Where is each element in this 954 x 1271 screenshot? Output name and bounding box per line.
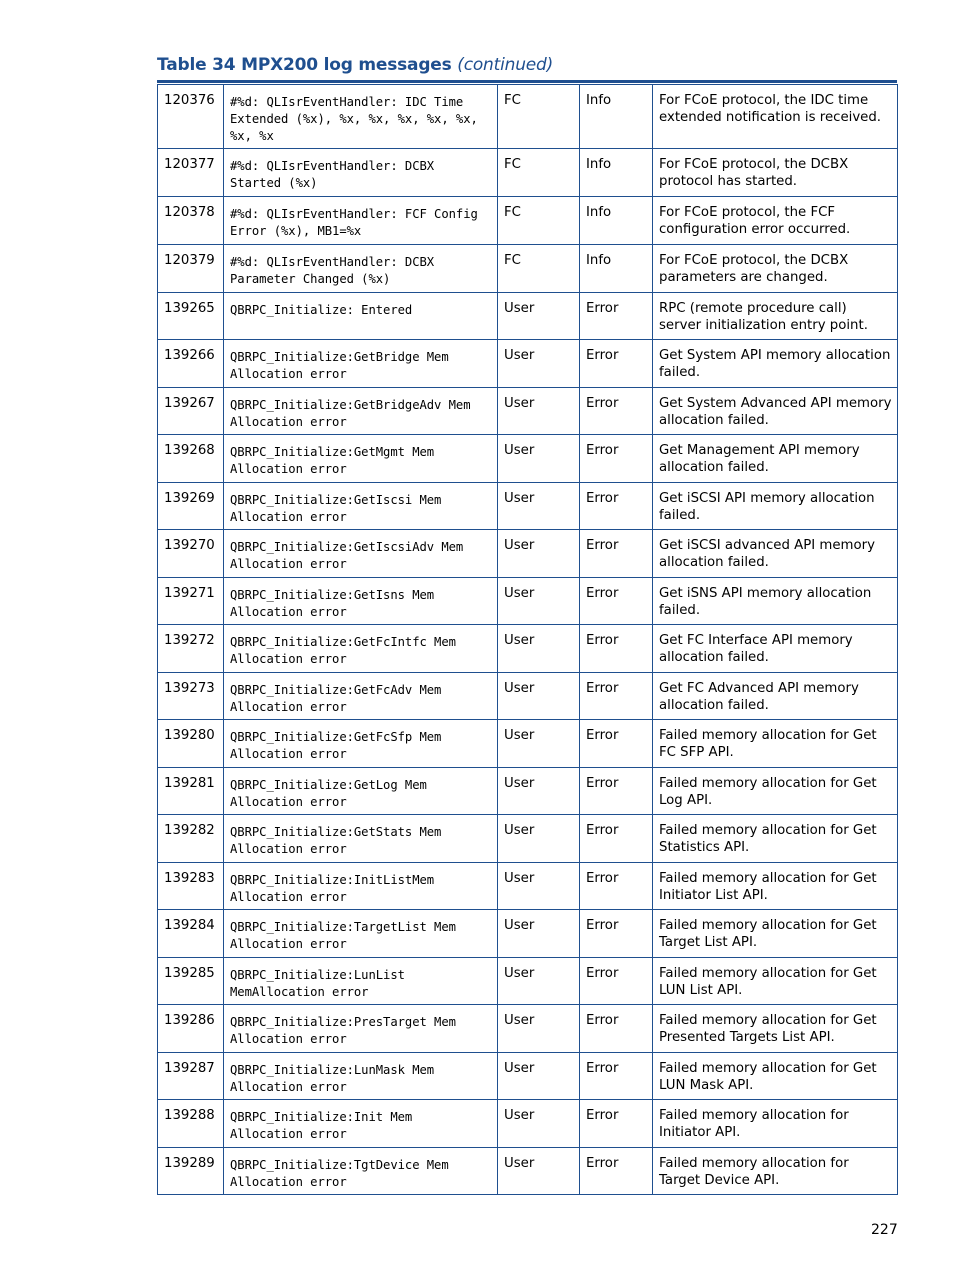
log-message-cell: QBRPC_Initialize:GetFcAdv Mem Allocation error xyxy=(224,673,498,720)
message-type-cell: Error xyxy=(580,293,653,340)
module-cell: User xyxy=(498,435,580,483)
module-cell: User xyxy=(498,1053,580,1100)
table-row xyxy=(158,815,898,863)
message-id-cell: 139285 xyxy=(158,958,224,1005)
table-row xyxy=(158,197,898,245)
module-cell: FC xyxy=(498,197,580,245)
message-id-cell: 120377 xyxy=(158,149,224,197)
log-message-cell: QBRPC_Initialize:GetIscsi Mem Allocation error xyxy=(224,483,498,530)
module-cell: User xyxy=(498,958,580,1005)
table-row xyxy=(158,149,898,197)
table-row xyxy=(158,1053,898,1100)
description-cell: Failed memory allocation for Get LUN List API. xyxy=(653,958,898,1005)
log-message-cell: QBRPC_Initialize:GetStats Mem Allocation error xyxy=(224,815,498,863)
module-cell: User xyxy=(498,720,580,768)
module-cell: User xyxy=(498,910,580,958)
module-cell: User xyxy=(498,530,580,578)
log-message-cell: QBRPC_Initialize:TgtDevice Mem Allocation error xyxy=(224,1148,498,1195)
module-cell: FC xyxy=(498,245,580,293)
message-type-cell: Error xyxy=(580,673,653,720)
log-message-cell: #%d: QLIsrEventHandler: IDC Time Extended (%x), %x, %x, %x, %x, %x, %x, %x xyxy=(224,85,498,149)
message-id-cell: 139283 xyxy=(158,863,224,910)
message-id-cell: 139271 xyxy=(158,578,224,625)
log-message-cell: #%d: QLIsrEventHandler: DCBX Parameter Changed (%x) xyxy=(224,245,498,293)
module-cell: User xyxy=(498,388,580,435)
message-type-cell: Error xyxy=(580,768,653,815)
message-id-cell: 139289 xyxy=(158,1148,224,1195)
description-cell: Failed memory allocation for Get FC SFP API. xyxy=(653,720,898,768)
module-cell: User xyxy=(498,673,580,720)
table-row xyxy=(158,435,898,483)
description-cell: Failed memory allocation for Get Statistics API. xyxy=(653,815,898,863)
message-id-cell: 139282 xyxy=(158,815,224,863)
log-message-cell: QBRPC_Initialize:TargetList Mem Allocation error xyxy=(224,910,498,958)
description-cell: Get System API memory allocation failed. xyxy=(653,340,898,388)
message-type-cell: Error xyxy=(580,340,653,388)
log-message-cell: QBRPC_Initialize:GetBridge Mem Allocation error xyxy=(224,340,498,388)
table-row xyxy=(158,1148,898,1195)
log-message-cell: QBRPC_Initialize:LunMask Mem Allocation error xyxy=(224,1053,498,1100)
page-number: 227 xyxy=(871,1222,898,1238)
description-cell: Get iSCSI advanced API memory allocation failed. xyxy=(653,530,898,578)
message-type-cell: Error xyxy=(580,625,653,673)
log-message-cell: QBRPC_Initialize:GetIsns Mem Allocation error xyxy=(224,578,498,625)
message-type-cell: Error xyxy=(580,1053,653,1100)
description-cell: For FCoE protocol, the DCBX parameters are changed. xyxy=(653,245,898,293)
log-message-cell: QBRPC_Initialize: Entered xyxy=(224,293,498,340)
log-message-cell: QBRPC_Initialize:GetBridgeAdv Mem Allocation error xyxy=(224,388,498,435)
log-message-cell: QBRPC_Initialize:InitListMem Allocation error xyxy=(224,863,498,910)
log-message-cell: QBRPC_Initialize:GetLog Mem Allocation error xyxy=(224,768,498,815)
table-row xyxy=(158,293,898,340)
table-row xyxy=(158,1005,898,1053)
description-cell: Failed memory allocation for Get LUN Mask API. xyxy=(653,1053,898,1100)
message-type-cell: Error xyxy=(580,958,653,1005)
message-type-cell: Error xyxy=(580,863,653,910)
message-id-cell: 120379 xyxy=(158,245,224,293)
message-type-cell: Info xyxy=(580,245,653,293)
message-id-cell: 139280 xyxy=(158,720,224,768)
log-message-cell: QBRPC_Initialize:GetFcIntfc Mem Allocation error xyxy=(224,625,498,673)
message-type-cell: Error xyxy=(580,578,653,625)
module-cell: User xyxy=(498,578,580,625)
description-cell: Failed memory allocation for Get Initiator List API. xyxy=(653,863,898,910)
log-message-cell: #%d: QLIsrEventHandler: FCF Config Error (%x), MB1=%x xyxy=(224,197,498,245)
message-id-cell: 139269 xyxy=(158,483,224,530)
message-id-cell: 120378 xyxy=(158,197,224,245)
message-id-cell: 139288 xyxy=(158,1100,224,1148)
message-type-cell: Info xyxy=(580,197,653,245)
message-type-cell: Error xyxy=(580,530,653,578)
table-row xyxy=(158,483,898,530)
module-cell: User xyxy=(498,625,580,673)
description-cell: RPC (remote procedure call) server initialization entry point. xyxy=(653,293,898,340)
message-type-cell: Info xyxy=(580,85,653,149)
table-row xyxy=(158,673,898,720)
log-message-cell: QBRPC_Initialize:GetIscsiAdv Mem Allocation error xyxy=(224,530,498,578)
description-cell: Failed memory allocation for Get Presented Targets List API. xyxy=(653,1005,898,1053)
log-message-cell: QBRPC_Initialize:LunList MemAllocation error xyxy=(224,958,498,1005)
table-row xyxy=(158,85,898,149)
description-cell: For FCoE protocol, the FCF configuration error occurred. xyxy=(653,197,898,245)
table-row xyxy=(158,388,898,435)
table-row xyxy=(158,720,898,768)
description-cell: Get Management API memory allocation failed. xyxy=(653,435,898,483)
message-type-cell: Error xyxy=(580,910,653,958)
table-row xyxy=(158,958,898,1005)
table-row xyxy=(158,530,898,578)
description-cell: Failed memory allocation for Target Device API. xyxy=(653,1148,898,1195)
message-id-cell: 139267 xyxy=(158,388,224,435)
table-continued-label: (continued) xyxy=(457,55,554,75)
table-row xyxy=(158,578,898,625)
module-cell: User xyxy=(498,483,580,530)
message-id-cell: 139265 xyxy=(158,293,224,340)
description-cell: Get iSCSI API memory allocation failed. xyxy=(653,483,898,530)
description-cell: Get FC Advanced API memory allocation failed. xyxy=(653,673,898,720)
message-id-cell: 139287 xyxy=(158,1053,224,1100)
message-type-cell: Error xyxy=(580,720,653,768)
message-type-cell: Info xyxy=(580,149,653,197)
message-type-cell: Error xyxy=(580,1100,653,1148)
message-id-cell: 139281 xyxy=(158,768,224,815)
log-message-cell: QBRPC_Initialize:PresTarget Mem Allocation error xyxy=(224,1005,498,1053)
module-cell: User xyxy=(498,293,580,340)
description-cell: Failed memory allocation for Initiator API. xyxy=(653,1100,898,1148)
module-cell: User xyxy=(498,863,580,910)
module-cell: FC xyxy=(498,85,580,149)
message-id-cell: 139284 xyxy=(158,910,224,958)
message-id-cell: 139270 xyxy=(158,530,224,578)
table-body xyxy=(158,85,898,1195)
log-messages-table xyxy=(157,84,898,1195)
log-message-cell: QBRPC_Initialize:Init Mem Allocation error xyxy=(224,1100,498,1148)
module-cell: User xyxy=(498,340,580,388)
table-row xyxy=(158,340,898,388)
table-row xyxy=(158,245,898,293)
message-id-cell: 139268 xyxy=(158,435,224,483)
table-row xyxy=(158,1100,898,1148)
table-caption xyxy=(157,55,553,75)
message-id-cell: 139266 xyxy=(158,340,224,388)
module-cell: User xyxy=(498,768,580,815)
message-id-cell: 139272 xyxy=(158,625,224,673)
log-message-cell: #%d: QLIsrEventHandler: DCBX Started (%x) xyxy=(224,149,498,197)
message-type-cell: Error xyxy=(580,1005,653,1053)
module-cell: User xyxy=(498,1005,580,1053)
message-type-cell: Error xyxy=(580,1148,653,1195)
module-cell: User xyxy=(498,815,580,863)
message-type-cell: Error xyxy=(580,388,653,435)
message-type-cell: Error xyxy=(580,815,653,863)
description-cell: Failed memory allocation for Get Log API. xyxy=(653,768,898,815)
table-row xyxy=(158,768,898,815)
table-row xyxy=(158,863,898,910)
table-row xyxy=(158,625,898,673)
description-cell: For FCoE protocol, the DCBX protocol has started. xyxy=(653,149,898,197)
message-type-cell: Error xyxy=(580,435,653,483)
description-cell: Get FC Interface API memory allocation failed. xyxy=(653,625,898,673)
message-id-cell: 139273 xyxy=(158,673,224,720)
table-title: Table 34 MPX200 log messages xyxy=(157,55,452,75)
module-cell: FC xyxy=(498,149,580,197)
table-row xyxy=(158,910,898,958)
module-cell: User xyxy=(498,1100,580,1148)
log-message-cell: QBRPC_Initialize:GetMgmt Mem Allocation error xyxy=(224,435,498,483)
caption-rule xyxy=(157,80,897,83)
description-cell: Get iSNS API memory allocation failed. xyxy=(653,578,898,625)
log-message-cell: QBRPC_Initialize:GetFcSfp Mem Allocation error xyxy=(224,720,498,768)
description-cell: Get System Advanced API memory allocation failed. xyxy=(653,388,898,435)
description-cell: Failed memory allocation for Get Target List API. xyxy=(653,910,898,958)
message-type-cell: Error xyxy=(580,483,653,530)
description-cell: For FCoE protocol, the IDC time extended notification is received. xyxy=(653,85,898,149)
message-id-cell: 120376 xyxy=(158,85,224,149)
module-cell: User xyxy=(498,1148,580,1195)
message-id-cell: 139286 xyxy=(158,1005,224,1053)
